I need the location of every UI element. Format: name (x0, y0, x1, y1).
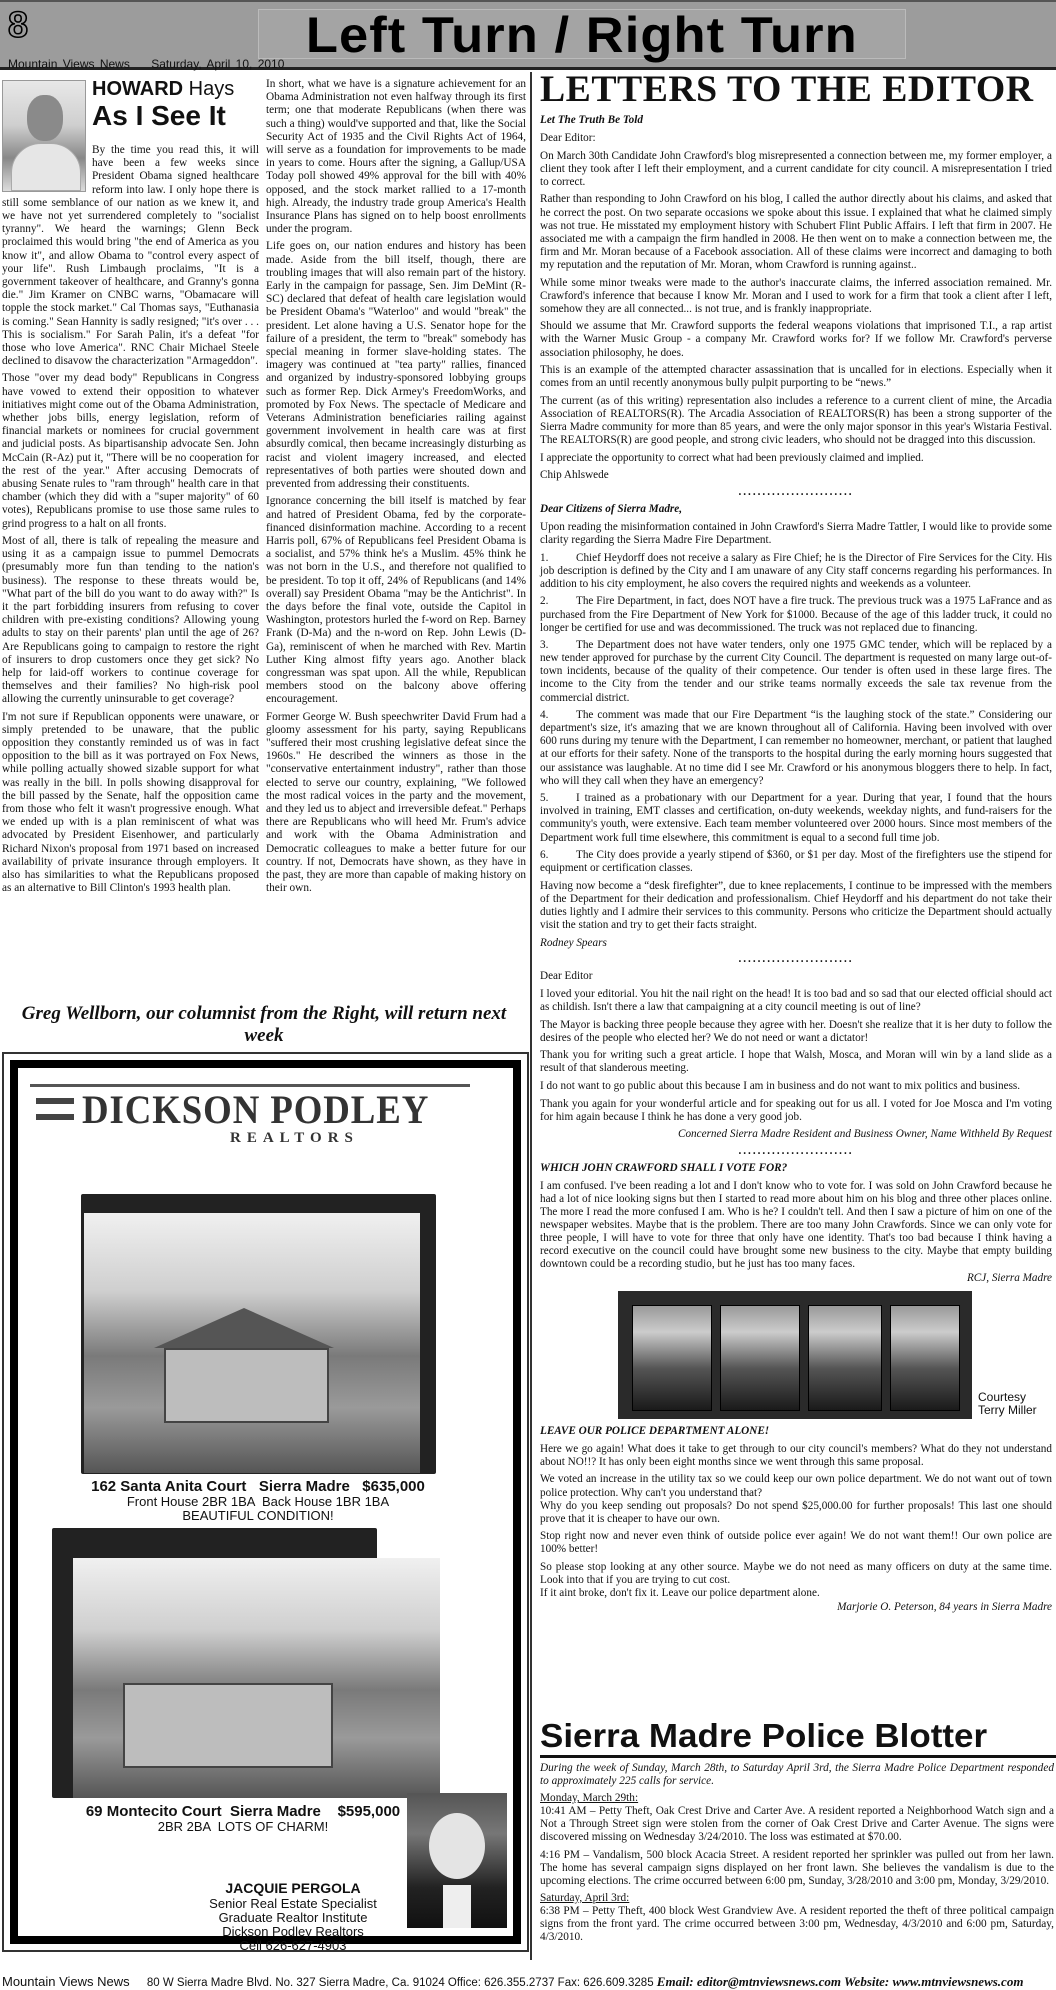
point-text: The City does provide a yearly stipend of $360, or $1 per day. Most of the firefighters use the stipend for equipment or certification classes. (540, 849, 1052, 875)
column-left (2, 78, 259, 899)
letter-line: The Mayor is backing three people because they agree with her. Doesn't she realize that it is her duty to follow the desires of the people who elected her? We do not need or want a dictator! (540, 1018, 1052, 1044)
brand-name: DICKSON PODLEY (82, 1087, 430, 1132)
footer-publication: Mountain Views News (2, 1974, 130, 1989)
salutation: Dear Citizens of Sierra Madre, (540, 502, 683, 515)
listing-detail: 2BR 2BA LOTS OF CHARM! (157, 1819, 329, 1834)
numbered-point (540, 709, 1052, 788)
section-title-box (258, 7, 906, 63)
letter-paragraph: This is an example of the attempted character assassination that is uncalled for in elections. Especially when it comes from an until recently anonymous bully pulpit purporting to be “news.” (540, 364, 1052, 390)
separator: ........................ (738, 485, 854, 498)
signature: Concerned Sierra Madre Resident and Business Owner, Name Withheld By Request (678, 1128, 1052, 1141)
page-footer (0, 1974, 1056, 1990)
numbered-point (540, 639, 1052, 704)
agent-line: Graduate Realtor Institute (218, 1910, 368, 1925)
numbered-point (540, 849, 1052, 875)
listing-photo-2 (73, 1558, 440, 1798)
letter-paragraph: I am confused. I've been reading a lot and I don't know who to vote for. I was sold on John Crawford because he had a lot of nice looking signs but then I started to read more about him on his blog and three other places online. The more I read the more confused I am. Who is he? I couldn't tell. And then I saw a picture of him on one of the newspaper websites. Maybe that is the problem. There are too many John Crawfords. Since we can only vote for three people, I will have to vote for three that only have one identity. That's too bad because I think having a record executive on the council could have brought some new business to the city. Maybe that empty building downtown could be a recording studio, but he just has too many faces. (540, 1179, 1052, 1271)
letter-paragraph: We voted an increase in the utility tax so we could keep our own police department. We do not want out of town police protection. Why can't you understand that? Why do you keep sending out proposals? Do not spend $25,000.00 for further proposals! This last one should prove that it is cheaper to have our own. (540, 1473, 1052, 1525)
signature: Marjorie O. Peterson, 84 years in Sierra Madre (837, 1600, 1052, 1613)
agent-line: Dickson Podley Realtors (222, 1924, 364, 1939)
section-title: Left Turn / Right Turn (306, 7, 858, 63)
dickson-podley-logo (30, 1084, 470, 1144)
listing-1 (58, 1478, 458, 1523)
agent-name: JACQUIE PERGOLA (225, 1880, 361, 1896)
point-text: I trained as a probationary with our Department for a year. During that year, I found that the hours involved in training, EMT classes and certification, on-duty weekends, weekday nights, and fund-raisers for the community's youth, were extensive. Each team member volunteered over 2000 hours. Since most members of the Department work full time elsewhere, this commitment is equal to a second full time job. (540, 792, 1052, 844)
agent-line: Cell 626-627-4903 (239, 1938, 347, 1953)
listing-detail: BEAUTIFUL CONDITION! (182, 1508, 334, 1523)
letter-paragraph: On March 30th Candidate John Crawford's blog misrepresented a connection between me, my former employer, a client they took after I left their employment, and a current candidate for city council. A misrepresentation I tried to correct. (540, 149, 1052, 188)
letters-title: LETTERS TO THE EDITOR (540, 69, 1034, 110)
point-number: 3. (540, 639, 549, 652)
letter-paragraph: Having now become a “desk firefighter”, due to knee replacements, I continue to be impressed with the members of the Department for their dedication and professionalism. Chief Heydorff and his department do not take their duties lightly and I admire their services to this community. Persons who criticize the Department should actually visit the station and try to get their facts straight. (540, 879, 1052, 932)
column-paragraph: By the time you read this, it will have been a few weeks since President Obama signed healthcare reform into law. I only hope there is still some semblance of our nation as we knew it, and we have not yet surrendered completely to "socialist tyranny". We heard the warnings; Glenn Beck proclaimed this would bring "the end of America as you know it", and allow Obama to "control every aspect of your life". Rush Limbaugh proclaims, "It is a government takeover of healthcare, and Granny's gonna die." Jim Kramer on CNBC warns, "Obamacare will topple the stock market." Cal Thomas says, "Euthanasia is coming." Sean Hannity is sadly resigned; "it's over . . . This is socialism." For Sarah Palin, it's a defeat "for those who love America". RNC Chair Michael Steele declined to disavow the characterization "Armageddon". (2, 144, 259, 368)
agent-photo (407, 1793, 507, 1928)
point-text: Chief Heydorff does not receive a salary as Fire Chief; he is the Director of Fire Services for the City. His job description is defined by the City and I am unaware of any City staff concerns regarding his performances. In addition to his city employment, he also covers the required nights and weekends as a volunteer. (540, 551, 1052, 590)
letters-section (540, 70, 1052, 1618)
letter-paragraph: Rather than responding to John Crawford on his blog, I called the author directly about his claims, and asked that he correct the post. On two separate occasions we spoke about this issue. I explained that what he claimed simply was not true. He misstated my employment history with Schubert Flint Public Affairs. I left that firm in 2007. He associated me with a campaign the firm handled in 2008. He then went on to make a connection between me, the firm and Mr. Moran because of a Facebook association. All of these claims were incorrect and damaging to both my reputation and the reputation of Mr. Moran, whom Crawford is running against.. (540, 193, 1052, 271)
author-last-name: Hays (188, 78, 235, 100)
salutation: Dear Editor (540, 970, 593, 983)
signature: Chip Ahlswede (540, 469, 609, 482)
agent-line: Senior Real Estate Specialist (209, 1896, 377, 1911)
letter-line: Thank you again for your wonderful article and for speaking out for us all. I voted for Joe Mosca and I'm voting for him again because I think he has done a very good job. (540, 1097, 1052, 1123)
letter-paragraph: The current (as of this writing) representation also includes a reference to a current client of mine, the Arcadia Association of REALTORS(R). The Arcadia Association of REALTORS(R) has been a strong supporter of the Sierra Madre community for more than 85 years, and were the only major sponsor in this year's Wistaria Festival. The REALTORS(R) are good people, and strong civic leaders, who should not be dragged into this discussion. (540, 394, 1052, 447)
numbered-point (540, 792, 1052, 844)
blotter-title: Sierra Madre Police Blotter (540, 1718, 1056, 1758)
separator: ........................ (738, 953, 854, 966)
listing-photo-1 (84, 1213, 420, 1473)
author-first-name: HOWARD (92, 78, 184, 100)
separator: ........................ (738, 1144, 854, 1157)
letter-paragraph: So please stop looking at any other source. Maybe we do not need as many officers on duty at the same time. Look into that if you are trying to cut cost. If it aint broke, don't fix it. Leave our police department alone. (540, 1560, 1052, 1600)
letter-title: LEAVE OUR POLICE DEPARTMENT ALONE! (540, 1424, 770, 1437)
point-text: The Department does not have water tenders, only one 1975 GMC tender, which will be replaced by a new tender approved for purchase by the current City Council. The department is requested on many large out-of-town incidents, because of the quality of their competence. Our tender is often used in these large fires. The income to the City from the tender and our strike teams normally exceeds the sale tax revenue from the commercial district. (540, 639, 1052, 704)
logo-mark-icon (36, 1098, 74, 1120)
page-number: 8 (8, 4, 29, 45)
realtor-advertisement (2, 1052, 529, 1952)
brand-sub: REALTORS (230, 1130, 359, 1146)
salutation: Dear Editor: (540, 132, 596, 145)
letter-line: I do not want to go public about this because I am in business and do not want to mix politics and business. (540, 1079, 1021, 1092)
footer-contact: Email: editor@mtnviewsnews.com Website: www.mtnviewsnews.com (656, 1974, 1024, 1989)
signature: RCJ, Sierra Madre (966, 1271, 1052, 1284)
letter-paragraph: While some minor tweaks were made to the author's inaccurate claims, the inferred association remained. Mr. Crawford's inference that because I know Mr. Moran and I used to work for a firm that took a client after I left, somehow they are all connected... is not true, and is frankly inappropriate. (540, 276, 1052, 315)
blotter-date: Saturday, April 3rd: (540, 1891, 630, 1904)
blotter-date: Monday, March 29th: (540, 1792, 639, 1805)
letter-line: I loved your editorial. You hit the nail right on the head! It is too bad and so sad that our elected official should act as childish. Isn't there a law that campaigning at a city council meeting is out of line? (540, 987, 1052, 1013)
column-paragraph: Most of all, there is talk of repealing the measure and using it as a campaign issue to pummel Democrats (presumably more fun than tending to the nation's business). The response to these threats would be, "What part of the bill do you want to do away with?" Is it the part forbidding insurers from refusing to cover children with pre-existing conditions? Allowing young adults to stay on their parents' plan until the age of 26? Are Republicans going to campaign to restore the right of insurers to drop customers once they get sick? No help for laid-off workers to continue coverage for themselves and their families? No high-risk pool allowing the currently uninsurable to get coverage? (2, 534, 259, 706)
numbered-point (540, 595, 1052, 634)
point-text: The comment was made that our Fire Department “is the laughing stock of the state.” Considering our department's size, it's amazing that we are known throughout all of California. Having been involved with over 600 runs during my tenure with the Department, I can remember no homeowner, merchant, or patient that laughed at our efforts for their safety. None of the transports to the hospital during the early morning hours suggested that our assistance was laughable. At no time did I see Mr. Crawford or his anonymous bloggers there to help. In fact, who will they call when they have an emergency? (540, 709, 1052, 787)
point-number: 4. (540, 709, 549, 722)
letter-paragraph: Upon reading the misinformation contained in John Crawford's Sierra Madre Tattler, I would like to provide some clarity regarding the Sierra Madre Fire Department. (540, 520, 1052, 547)
letter-paragraph: Here we go again! What does it take to get through to our city council's members? What do they not understand about NO!!? It has only been eight months since we went through this same proposal. (540, 1442, 1052, 1468)
letter-paragraph: Stop right now and never even think of outside police ever again! We do not want them!! Our own police are 100% better! (540, 1530, 1052, 1556)
column-right (266, 78, 526, 899)
point-text: The Fire Department, in fact, does NOT have a fire truck. The previous truck was a 1975 LaFrance and as purchased from the Fire Department of New York for $1000. Because of the age of this ladder truck, it could no longer be certified for use and was decommissioned. The truck was not replaced due to financing. (540, 595, 1052, 634)
columnist-photo (2, 80, 86, 192)
column-paragraph: Ignorance concerning the bill itself is matched by fear and hatred of President Obama, fed by the corporate-financed disinformation machine. According to a recent Harris poll, 67% of Republicans feel President Obama is a socialist, and 57% think he's a Muslim. 45% think he was not born in the U.S., and therefore not qualified to be president. To top it off, 24% of Republicans (and 14% overall) say President Obama "may be the Antichrist". In the days before the final vote, outside the Capitol in Washington, protestors hurled the f-word on Rep. Barney Frank (D-Ma) and the n-word on Rep. John Lewis (D-Ga), reminiscent of when he marched with Rev. Martin Luther King almost fifty years ago. Another black congressman was spat upon. All the while, Republican members stood on the balcony above offering encouragement. (266, 495, 526, 706)
blotter-entry: 10:41 AM – Petty Theft, Oak Crest Drive and Carter Ave. A resident reported a Neighborhood Watch sign and a Not a Through Street sign were stolen from the corner of Oak Crest Drive and Carter Avenue. The signs were discovered missing on Wednesday 3/24/2010. The loss was estimated at $70.00. (540, 1805, 1054, 1844)
point-number: 5. (540, 792, 549, 805)
crawford-photo-strip (618, 1291, 1037, 1419)
letter-line: Thank you for writing such a great article. I hope that Walsh, Mosca, and Moran will win by a land slide as a result of that slanderous meeting. (540, 1049, 1052, 1075)
section-header (0, 0, 1056, 70)
letter-paragraph: Should we assume that Mr. Crawford supports the federal weapons violations that imprisoned T.I., a rap artist with the Warner Music Group - a company Mr. Crawford works for? If we follow Mr. Crawford's perverse association philosophy, he does. (540, 320, 1052, 359)
columnist-note: Greg Wellborn, our columnist from the Right, will return next week (21, 1003, 507, 1046)
blotter-entry: 4:16 PM – Vandalism, 500 block Acacia Street. A resident reported her sprinkler was pulled out from her lawn. The home has several campaign signs displayed on her front lawn. She believes the vandalism is due to the upcoming elections. The crime occurred between 6:00 pm, Sunday, 3/28/2010 and 3:00 pm, Monday, 3/29/2010. (540, 1848, 1054, 1887)
photo-credit: Courtesy Terry Miller (978, 1389, 1037, 1417)
police-blotter (540, 1718, 1054, 1948)
column-paragraph: Former George W. Bush speechwriter David Frum had a gloomy assessment for his party, saying Republicans "suffered their most crushing legislative defeat since the 1960s." He described the winners as those in the "conservative entertainment industry", rather than those elected to serve our country, explaining, "We followed the most radical voices in the party and the movement, and they led us to abject and irreversible defeat." Perhaps there are Republicans who will heed Mr. Frum's advice and work with the Obama Administration and Democratic colleagues to make a better future for our country. If not, Democrats have shown, as they have in the past, they are more than capable of making history on their own. (266, 710, 526, 895)
point-number: 2. (540, 595, 549, 608)
listing-headline: 69 Montecito Court Sierra Madre $595,000 (85, 1803, 401, 1820)
column-paragraph: In short, what we have is a signature achievement for an Obama Administration not even halfway through its first term; one that moderate Republicans (when there was such a thing) would've supported and that, like the Social Security Act of 1935 and the Civil Rights Act of 1964, will serve as a foundation for improvements to be made in years to come. Hours after the signing, a Gallup/USA Today poll showed 49% approval for the bill with 40% opposed, and the stock market rallied to a 17-month high. Already, the industry trade group America's Health Insurance Plans has signed on to help boost enrollments under the program. (266, 78, 526, 236)
dateline (8, 57, 284, 71)
column-paragraph: Those "over my dead body" Republicans in Congress have vowed to extend their opposition to whatever initiatives might come out of the Obama Administration, whether jobs bills, energy legislation, reform of financial markets or nominees for crucial government and judicial posts. As bipartisanship advocate Sen. John McCain (R-Az) put it, "There will be no cooperation for the rest of the year." After accusing Democrats of abusing Senate rules to "ram through" health care in that chamber (which they did with a "super majority" of 60 votes), Republicans promise to use those same rules to grind progress to a halt on all fronts. (2, 372, 259, 530)
letter-title: WHICH JOHN CRAWFORD SHALL I VOTE FOR? (540, 1161, 788, 1174)
agent-info (208, 1880, 378, 1953)
listing-detail: Front House 2BR 1BA Back House 1BR 1BA (126, 1494, 390, 1509)
issue-date: Saturday, April 10, 2010 (151, 57, 285, 71)
point-number: 1. (540, 551, 549, 564)
blotter-entry: 6:38 PM – Petty Theft, 400 block West Grandview Ave. A resident reported the theft of three political campaign signs from the front yard. The crime occurred between 3:00 pm, Wednesday, 4/3/2010 and 6:00 pm, Saturday, 4/3/2010. (540, 1904, 1054, 1944)
column-name: As I See It (92, 100, 226, 131)
letter-paragraph: I appreciate the opportunity to correct what had been previously claimed and implied. (540, 451, 924, 464)
footer-address: 80 W Sierra Madre Blvd. No. 327 Sierra Madre, Ca. 91024 Office: 626.355.2737 Fax: 626.609.3285 (146, 1977, 654, 1989)
signature: Rodney Spears (540, 936, 607, 949)
point-number: 6. (540, 849, 549, 862)
numbered-point (540, 552, 1052, 591)
letter-title: Let The Truth Be Told (540, 114, 643, 126)
column-paragraph: Life goes on, our nation endures and history has been made. Aside from the bill itself, though, there are troubling images that will also remain part of the history. Early in the campaign for passage, Sen. Jim DeMint (R-SC) declared that defeat of health care legislation would be President Obama's "Waterloo" and would "break" the president. Let alone having a U.S. Senator hope for the failure of a president, the term to "break" somebody has special meaning in former slave-holding states. The imagery was continued at "tea party" rallies, financed and organized by industry-sponsored lobbying groups such as former Rep. Dick Armey's FreedomWorks, and promoted by Fox News. The spectacle of Medicare and Veterans Administration beneficiaries railing against government involvement in health care was at first absurdly comical, then became increasingly disturbing as racist and violent imagery increased, and elected representatives of both parties were shouted down and prevented from addressing their constituents. (266, 240, 526, 491)
listing-2 (58, 1803, 428, 1834)
listing-headline: 162 Santa Anita Court Sierra Madre $635,000 (91, 1478, 425, 1495)
publication-name: Mountain Views News (8, 57, 130, 71)
blotter-intro: During the week of Sunday, March 28th, to Saturday April 3rd, the Sierra Madre Police Department responded to approximately 225 calls for service. (540, 1762, 1054, 1788)
column-divider (530, 72, 532, 1960)
column-paragraph: I'm not sure if Republican opponents were unaware, or simply pretended to be unaware, that the public opposition they constantly reminded us of was in fact opposition to the bill as it was portrayed on Fox News, while polling actually showed sizable support for what was really in the bill. In polls showing disapproval for the bill passed by the Senate, half the opposition came from those who felt it wasn't progressive enough. What we ended up with is a plan reminiscent of what was advocated by President Eisenhower, and particularly Richard Nixon's proposal from 1971 based on increased availability of private insurance through employers. It also has similarities to what the Republicans proposed as an alternative to Bill Clinton's 1993 health plan. (2, 710, 259, 895)
